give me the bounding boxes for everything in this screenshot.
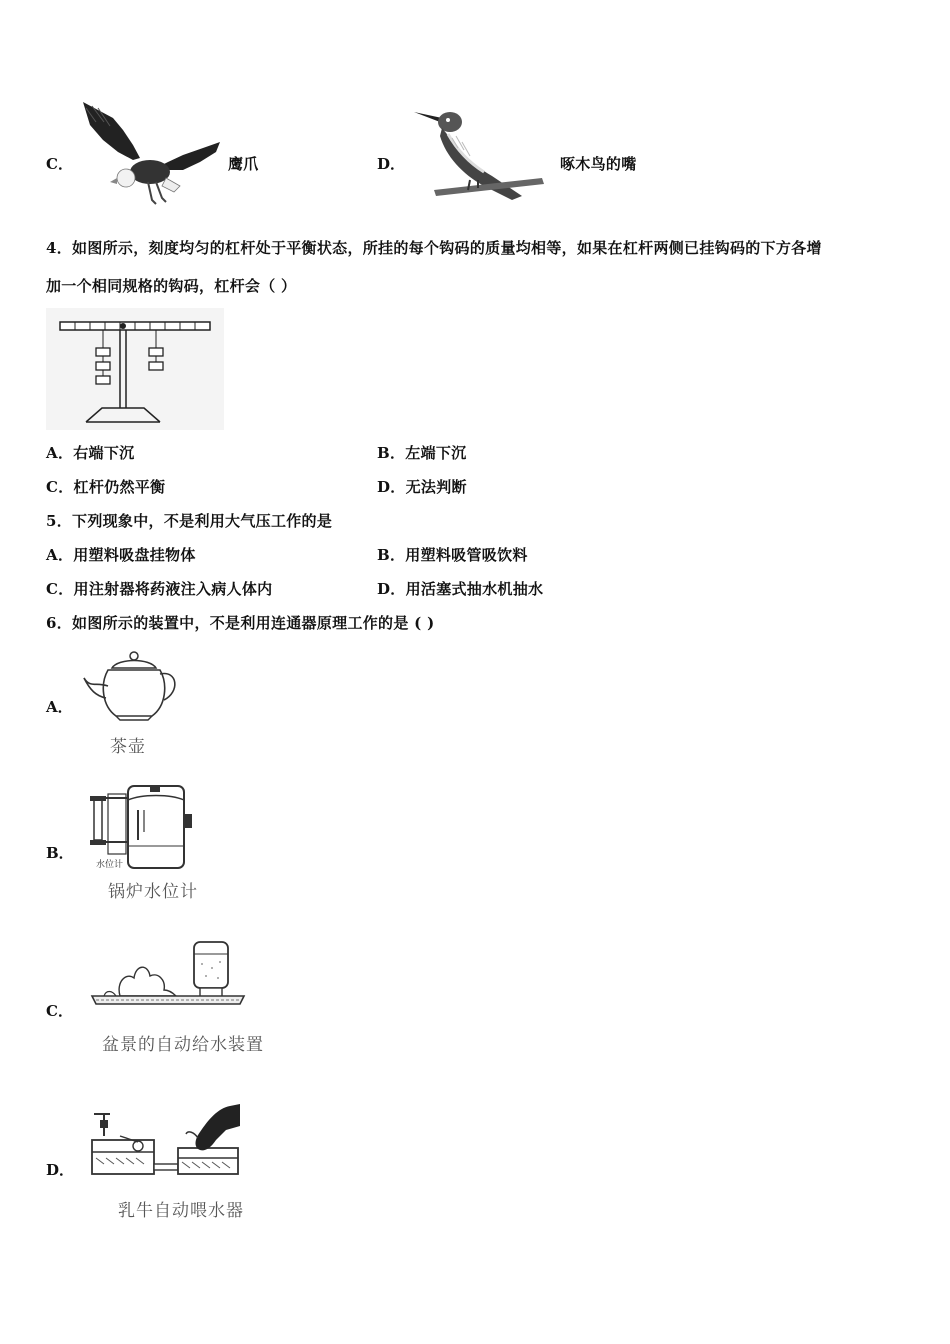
q3-option-d-letter: D． (377, 155, 406, 173)
q6-stem: 6．如图所示的装置中，不是利用连通器原理工作的是 ( ) (46, 614, 435, 632)
q6-option-d-letter[interactable]: D． (46, 1161, 75, 1179)
q6-option-b-sublabel: 水位计 (96, 860, 124, 870)
q6-option-b-caption: 锅炉水位计 (108, 882, 198, 902)
eagle-image (78, 100, 228, 210)
q3-option-c-letter: C． (46, 155, 73, 173)
bonsai-waterer-image (90, 938, 246, 1012)
q3-option-c-label: 鹰爪 (228, 155, 259, 173)
q3-option-d-label: 啄木鸟的嘴 (560, 155, 637, 173)
q5-option-b[interactable]: B．用塑料吸管吸饮料 (377, 546, 528, 564)
teapot-image (82, 648, 182, 722)
q5-option-c[interactable]: C．用注射器将药液注入病人体内 (46, 580, 273, 598)
q6-option-d-caption: 乳牛自动喂水器 (118, 1201, 244, 1221)
q5-option-d[interactable]: D．用活塞式抽水机抽水 (377, 580, 544, 598)
q4-stem-line1: 4．如图所示，刻度均匀的杠杆处于平衡状态，所挂的每个钩码的质量均相等，如果在杠杆两侧已挂钩码的下方各增 (46, 239, 822, 257)
q5-option-a[interactable]: A．用塑料吸盘挂物体 (46, 546, 196, 564)
q5-stem: 5．下列现象中，不是利用大气压工作的是 (46, 512, 333, 530)
woodpecker-image (412, 100, 552, 210)
q6-option-a-caption: 茶壶 (110, 737, 146, 757)
q4-option-d[interactable]: D．无法判断 (377, 478, 467, 496)
q4-option-c[interactable]: C．杠杆仍然平衡 (46, 478, 166, 496)
q6-option-c-caption: 盆景的自动给水装置 (102, 1035, 264, 1055)
q6-option-a-letter[interactable]: A． (46, 698, 73, 716)
lever-diagram (46, 308, 224, 430)
q4-option-b[interactable]: B．左端下沉 (377, 444, 467, 462)
q6-option-c-letter[interactable]: C． (46, 1002, 73, 1020)
q4-stem-line2: 加一个相同规格的钩码，杠杆会（ ） (46, 277, 297, 295)
q6-option-b-letter[interactable]: B． (46, 844, 74, 862)
cow-water-feeder-image (90, 1102, 242, 1182)
q4-option-a[interactable]: A．右端下沉 (46, 444, 135, 462)
